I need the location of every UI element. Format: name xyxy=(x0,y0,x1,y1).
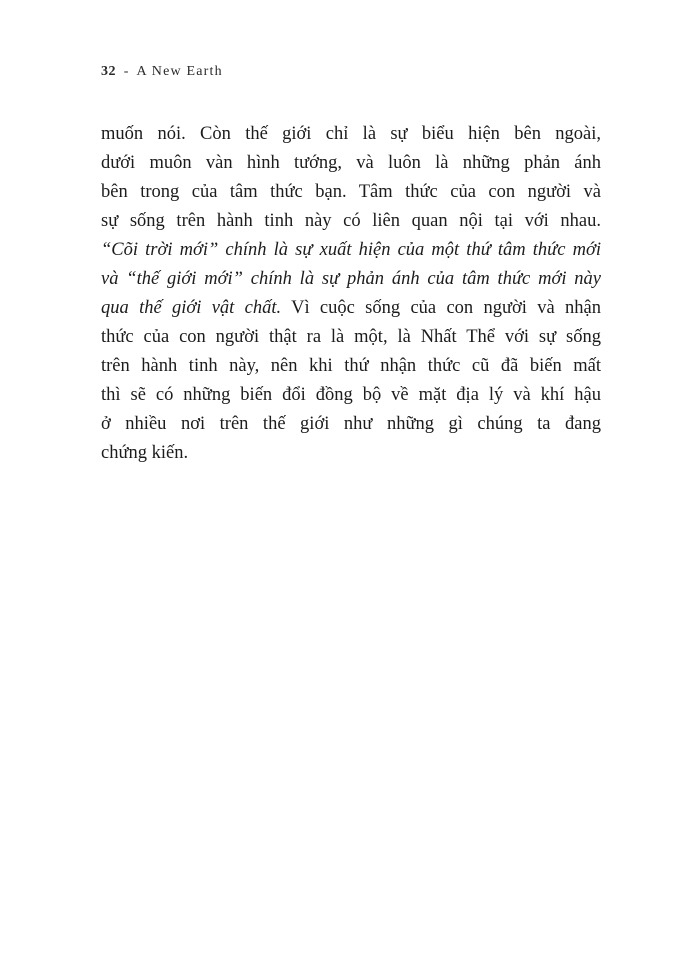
line-text: Vì cuộc sống của con người và nhận xyxy=(281,298,601,318)
body-paragraph xyxy=(101,120,601,468)
italic-text: “Cõi trời mới” chính là sự xuất hiện của một thứ tâm thức mới xyxy=(101,240,601,260)
line-text: bên trong của tâm thức bạn. Tâm thức của con người và xyxy=(101,182,601,202)
italic-text: và “thế giới mới” chính là sự phản ánh của tâm thức mới này xyxy=(101,269,601,289)
text-line xyxy=(101,120,601,149)
line-text: ở nhiều nơi trên thế giới như những gì chúng ta đang xyxy=(101,414,601,434)
text-line xyxy=(101,410,601,439)
line-text: thì sẽ có những biến đổi đồng bộ về mặt địa lý và khí hậu xyxy=(101,385,601,405)
text-line xyxy=(101,178,601,207)
header-separator: - xyxy=(123,64,130,79)
line-text: dưới muôn vàn hình tướng, và luôn là những phản ánh xyxy=(101,153,601,173)
text-line xyxy=(101,207,601,236)
page-number: 32 xyxy=(101,64,116,79)
text-line xyxy=(101,149,601,178)
text-line xyxy=(101,352,601,381)
text-line xyxy=(101,381,601,410)
text-line-mixed xyxy=(101,294,601,323)
line-text: trên hành tinh này, nên khi thứ nhận thức cũ đã biến mất xyxy=(101,356,601,376)
book-title: A New Earth xyxy=(136,64,223,79)
line-text: chứng kiến. xyxy=(101,443,189,463)
line-text: sự sống trên hành tinh này có liên quan nội tại với nhau. xyxy=(101,211,601,231)
text-line xyxy=(101,323,601,352)
line-text: muốn nói. Còn thế giới chỉ là sự biểu hiện bên ngoài, xyxy=(101,124,601,144)
line-text: thức của con người thật ra là một, là Nhất Thể với sự sống xyxy=(101,327,601,347)
running-header xyxy=(101,64,223,80)
italic-text: qua thế giới vật chất. xyxy=(101,298,282,318)
text-line-last xyxy=(101,439,601,468)
text-line-italic xyxy=(101,236,601,265)
text-line-italic xyxy=(101,265,601,294)
